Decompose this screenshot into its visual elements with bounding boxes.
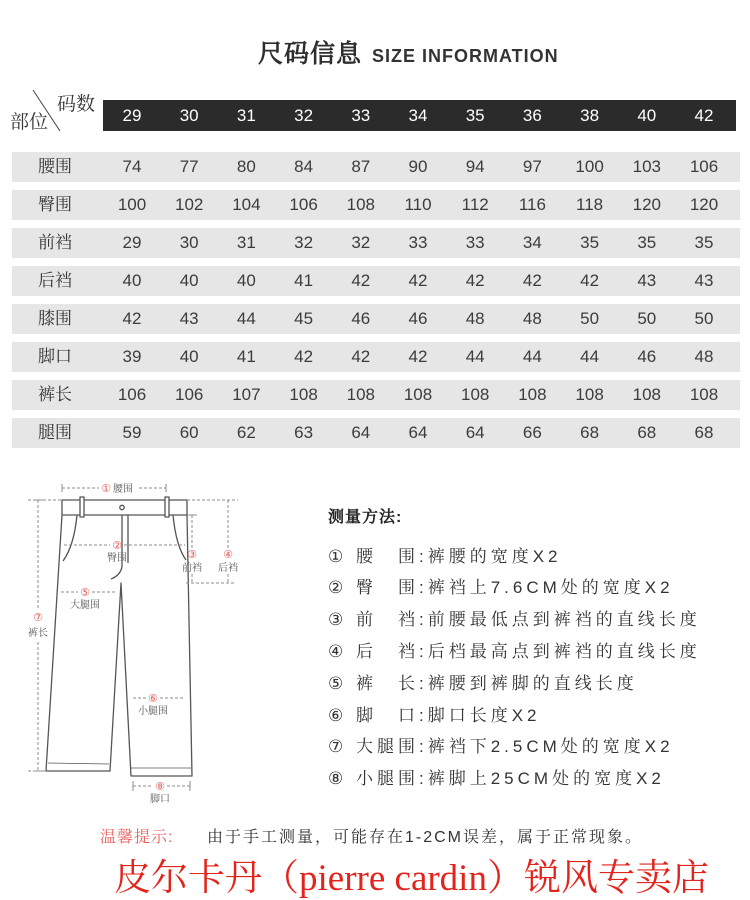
size-cell: 104 xyxy=(232,195,261,214)
size-header-bar xyxy=(103,100,736,131)
method-number: ④ xyxy=(328,642,344,661)
size-cell: 90 xyxy=(408,157,428,176)
title-english: SIZE INFORMATION xyxy=(372,46,559,66)
size-cell: 108 xyxy=(346,385,375,404)
size-header-cell: 30 xyxy=(179,106,199,125)
size-cell: 43 xyxy=(694,271,714,290)
size-cell: 77 xyxy=(179,157,199,176)
size-cell: 68 xyxy=(637,423,657,442)
method-item xyxy=(328,545,562,569)
size-header-cell: 32 xyxy=(294,106,314,125)
size-cell: 50 xyxy=(580,309,600,328)
size-cell: 44 xyxy=(580,347,600,366)
size-cell: 44 xyxy=(236,309,256,328)
size-cell: 84 xyxy=(294,157,314,176)
calf-label: 小腿围 xyxy=(138,706,168,717)
size-cell: 50 xyxy=(637,309,657,328)
size-cell: 44 xyxy=(465,347,485,366)
size-cell: 64 xyxy=(408,423,428,442)
store-name: 皮尔卡丹（pierre cardin）锐风专卖店 xyxy=(114,858,709,899)
size-cell: 63 xyxy=(294,423,314,442)
size-cell: 33 xyxy=(408,233,428,252)
method-item xyxy=(328,608,701,632)
row-label: 腿围 xyxy=(38,423,72,442)
size-cell: 116 xyxy=(518,195,546,214)
method-text: 裤 长:裤腰到裤脚的直线长度 xyxy=(356,674,638,693)
size-cell: 68 xyxy=(580,423,600,442)
size-cell: 108 xyxy=(632,385,661,404)
size-cell: 48 xyxy=(522,309,542,328)
size-header-cell: 40 xyxy=(637,106,657,125)
back-rise-number: ④ xyxy=(223,548,233,561)
size-cell: 59 xyxy=(122,423,142,442)
method-text: 脚 口:脚口长度X2 xyxy=(356,706,541,725)
size-cell: 120 xyxy=(632,195,661,214)
method-text: 小腿围:裤脚上25CM处的宽度X2 xyxy=(356,769,665,788)
size-cell: 108 xyxy=(289,385,318,404)
size-cell: 108 xyxy=(461,385,490,404)
size-cell: 40 xyxy=(179,271,199,290)
size-cell: 42 xyxy=(465,271,485,290)
size-header-cell: 42 xyxy=(694,106,714,125)
method-item xyxy=(328,672,638,696)
size-cell: 108 xyxy=(518,385,547,404)
back-rise-label: 后裆 xyxy=(218,563,238,574)
method-number: ⑥ xyxy=(328,706,344,725)
size-cell: 43 xyxy=(179,309,199,328)
size-cell: 112 xyxy=(461,195,489,214)
size-cell: 45 xyxy=(294,309,314,328)
size-header-cell: 33 xyxy=(351,106,371,125)
size-cell: 68 xyxy=(694,423,714,442)
size-cell: 62 xyxy=(236,423,256,442)
size-cell: 33 xyxy=(465,233,485,252)
size-cell: 66 xyxy=(522,423,542,442)
waist-label: 腰围 xyxy=(113,484,133,495)
size-row xyxy=(12,190,740,220)
size-cell: 42 xyxy=(294,347,314,366)
size-row xyxy=(12,418,740,448)
method-item xyxy=(328,704,541,728)
size-row xyxy=(12,152,740,182)
size-cell: 106 xyxy=(175,385,204,404)
row-label: 裤长 xyxy=(38,385,72,404)
size-cell: 39 xyxy=(122,347,142,366)
size-cell: 64 xyxy=(465,423,485,442)
size-cell: 100 xyxy=(117,195,147,214)
size-cell: 42 xyxy=(122,309,142,328)
size-row xyxy=(12,380,740,410)
hem-label: 脚口 xyxy=(150,794,170,805)
method-text: 臀 围:裤裆上7.6CM处的宽度X2 xyxy=(356,578,674,597)
size-cell: 87 xyxy=(351,157,371,176)
size-cell: 108 xyxy=(689,385,719,404)
pants-diagram xyxy=(0,470,260,815)
hip-number: ② xyxy=(112,539,122,552)
method-item xyxy=(328,576,674,600)
length-label: 裤长 xyxy=(28,628,48,639)
size-cell: 44 xyxy=(522,347,542,366)
size-cell: 46 xyxy=(408,309,428,328)
size-cell: 35 xyxy=(637,233,657,252)
size-cell: 34 xyxy=(522,233,542,252)
notice-label: 温馨提示: xyxy=(100,829,174,846)
method-text: 大腿围:裤裆下2.5CM处的宽度X2 xyxy=(356,737,674,756)
size-cell: 106 xyxy=(289,195,318,214)
size-header-cell: 31 xyxy=(236,106,256,125)
corner-part-label: 部位 xyxy=(10,112,49,133)
method-number: ③ xyxy=(328,610,344,629)
row-label: 脚口 xyxy=(38,347,72,366)
size-cell: 41 xyxy=(236,347,256,366)
size-cell: 108 xyxy=(575,385,604,404)
size-cell: 32 xyxy=(351,233,371,252)
size-cell: 102 xyxy=(175,195,204,214)
size-cell: 32 xyxy=(294,233,314,252)
waist-number: ① xyxy=(101,482,111,495)
size-cell: 108 xyxy=(346,195,375,214)
size-cell: 48 xyxy=(694,347,714,366)
size-row xyxy=(12,304,740,334)
size-cell: 94 xyxy=(465,157,485,176)
method-number: ① xyxy=(328,547,344,566)
size-cell: 40 xyxy=(122,271,142,290)
size-cell: 42 xyxy=(580,271,600,290)
row-label: 前裆 xyxy=(38,233,72,252)
size-cell: 42 xyxy=(408,347,428,366)
title-chinese: 尺码信息 xyxy=(258,40,363,68)
method-number: ⑤ xyxy=(328,674,344,693)
thigh-number: ⑤ xyxy=(80,586,90,599)
size-cell: 100 xyxy=(575,157,604,176)
size-header-cell: 35 xyxy=(465,106,485,125)
method-number: ⑧ xyxy=(328,769,344,788)
size-cell: 64 xyxy=(351,423,371,442)
notice-text: 由于手工测量，可能存在1-2CM误差，属于正常现象。 xyxy=(207,829,644,846)
size-cell: 40 xyxy=(236,271,256,290)
size-header-cell: 38 xyxy=(580,106,600,125)
size-cell: 97 xyxy=(522,157,542,176)
row-label: 腰围 xyxy=(38,157,72,176)
length-number: ⑦ xyxy=(33,611,43,624)
size-cell: 60 xyxy=(179,423,199,442)
corner-size-label: 码数 xyxy=(57,94,96,115)
size-cell: 103 xyxy=(632,157,661,176)
size-cell: 35 xyxy=(694,233,714,252)
size-cell: 31 xyxy=(236,233,256,252)
row-label: 后裆 xyxy=(38,271,72,290)
size-header-cell: 36 xyxy=(522,106,542,125)
size-cell: 110 xyxy=(404,195,432,214)
size-cell: 48 xyxy=(465,309,485,328)
size-cell: 80 xyxy=(236,157,256,176)
size-cell: 106 xyxy=(117,385,147,404)
size-row xyxy=(12,266,740,296)
row-label: 臀围 xyxy=(38,195,72,214)
size-cell: 43 xyxy=(637,271,657,290)
size-cell: 120 xyxy=(689,195,719,214)
size-cell: 50 xyxy=(694,309,714,328)
size-cell: 29 xyxy=(122,233,142,252)
size-cell: 40 xyxy=(179,347,199,366)
method-item xyxy=(328,640,701,664)
hem-number: ⑧ xyxy=(155,780,165,793)
method-title: 测量方法: xyxy=(328,509,403,526)
hip-label: 臀围 xyxy=(107,553,127,564)
size-header-cell: 29 xyxy=(122,106,142,125)
page-title xyxy=(258,34,559,70)
size-cell: 106 xyxy=(689,157,719,176)
size-cell: 107 xyxy=(232,385,261,404)
size-cell: 42 xyxy=(408,271,428,290)
thigh-label: 大腿围 xyxy=(70,600,100,611)
calf-number: ⑥ xyxy=(148,692,158,705)
measure-guides xyxy=(28,488,238,786)
method-text: 腰 围:裤腰的宽度X2 xyxy=(356,547,562,566)
size-cell: 30 xyxy=(179,233,199,252)
size-cell: 108 xyxy=(403,385,433,404)
size-header-cell: 34 xyxy=(408,106,428,125)
size-cell: 42 xyxy=(351,271,371,290)
row-label: 膝围 xyxy=(38,309,72,328)
method-number: ② xyxy=(328,578,344,597)
front-rise-number: ③ xyxy=(187,548,197,561)
method-item xyxy=(328,735,674,759)
size-cell: 42 xyxy=(522,271,542,290)
method-item xyxy=(328,767,665,791)
method-number: ⑦ xyxy=(328,737,344,756)
size-cell: 118 xyxy=(576,195,604,214)
method-text: 后 裆:后档最高点到裤裆的直线长度 xyxy=(356,642,701,661)
size-cell: 46 xyxy=(637,347,657,366)
size-cell: 41 xyxy=(294,271,314,290)
front-rise-label: 前裆 xyxy=(182,563,202,574)
size-cell: 35 xyxy=(580,233,600,252)
method-text: 前 裆:前腰最低点到裤裆的直线长度 xyxy=(356,610,701,629)
size-cell: 46 xyxy=(351,309,371,328)
size-row xyxy=(12,342,740,372)
size-cell: 74 xyxy=(122,157,142,176)
size-row xyxy=(12,228,740,258)
size-cell: 42 xyxy=(351,347,371,366)
table-corner-header xyxy=(0,86,103,134)
measure-ticks xyxy=(33,484,197,791)
